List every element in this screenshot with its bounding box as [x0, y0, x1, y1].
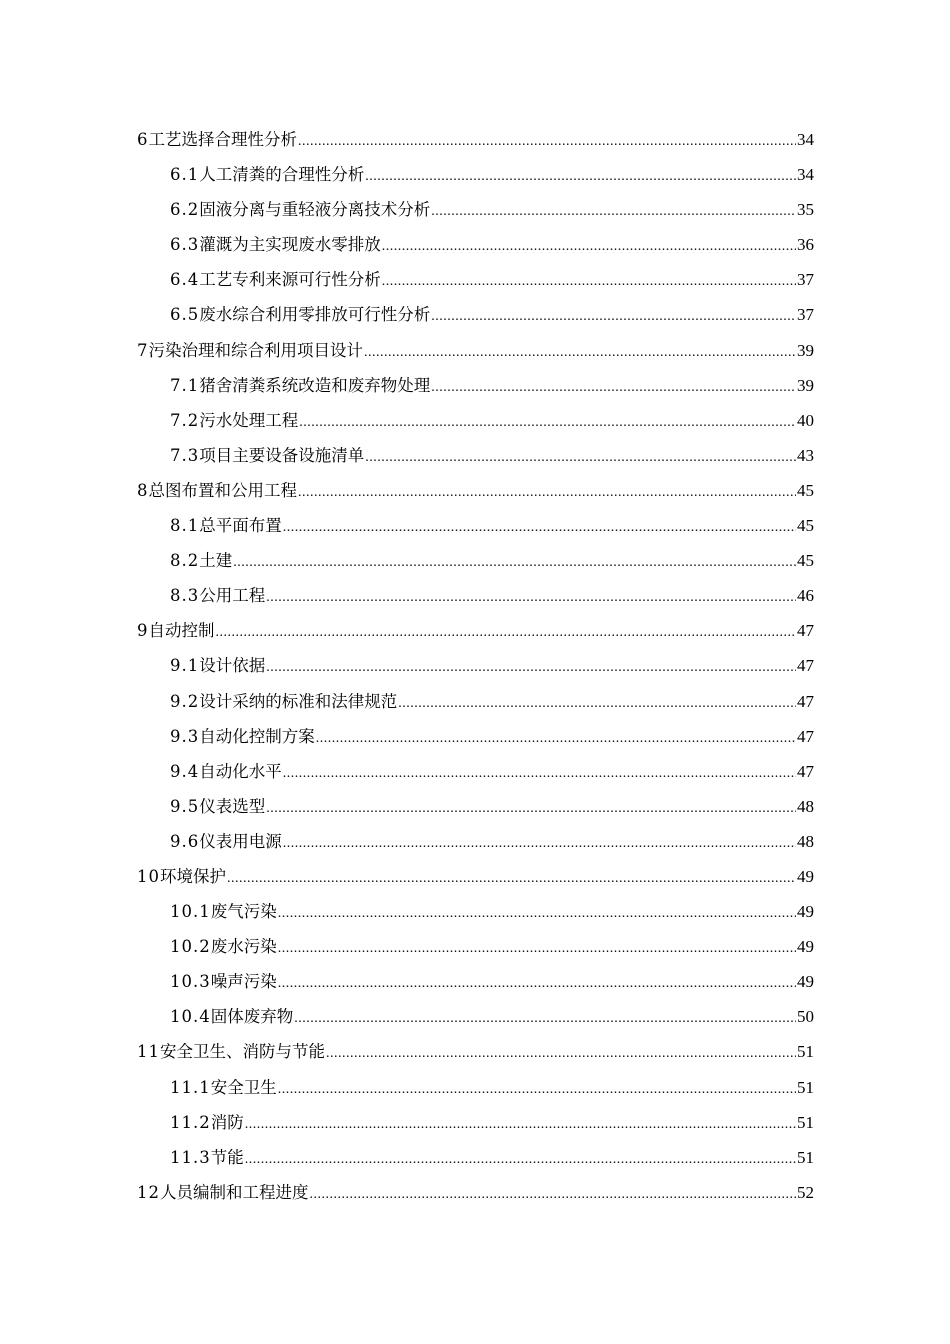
toc-section-entry[interactable]: [137, 227, 814, 262]
toc-entry-page-number: 45: [797, 516, 814, 536]
toc-chapter-entry[interactable]: [137, 333, 814, 368]
toc-dot-leader: [299, 405, 796, 440]
toc-section-entry[interactable]: [137, 1105, 814, 1140]
toc-entry-page-number: 49: [797, 902, 814, 922]
toc-dot-leader: [283, 510, 796, 545]
toc-entry-title: 固体废弃物: [210, 1007, 294, 1027]
toc-entry-number: 8.1: [170, 516, 200, 536]
toc-section-entry[interactable]: [137, 1070, 814, 1105]
toc-entry-number: 10.3: [170, 972, 211, 992]
toc-section-entry[interactable]: [137, 438, 814, 473]
toc-entry-page-number: 47: [797, 621, 814, 641]
toc-entry-title: 工艺专利来源可行性分析: [199, 270, 381, 290]
toc-entry-page-number: 39: [797, 340, 814, 360]
toc-section-entry[interactable]: [137, 157, 814, 192]
toc-entry-title: 自动控制: [148, 621, 215, 641]
toc-entry-title: 节能: [210, 1147, 244, 1167]
toc-dot-leader: [382, 229, 796, 264]
toc-entry-page-number: 51: [797, 1112, 814, 1132]
toc-entry-number: 11: [137, 1042, 160, 1062]
toc-entry-page-number: 37: [797, 270, 814, 290]
toc-entry-number: 10: [137, 866, 160, 886]
toc-entry-page-number: 51: [797, 1077, 814, 1097]
toc-entry-title: 设计采纳的标准和法律规范: [199, 691, 398, 711]
toc-entry-title: 噪声污染: [210, 972, 277, 992]
toc-dot-leader: [266, 580, 796, 615]
toc-entry-page-number: 40: [797, 410, 814, 430]
toc-entry-number: 9: [137, 621, 149, 641]
toc-entry-title: 总图布置和公用工程: [148, 480, 297, 500]
toc-entry-title: 自动化控制方案: [199, 726, 315, 746]
toc-entry-page-number: 47: [797, 691, 814, 711]
toc-entry-page-number: 49: [797, 937, 814, 957]
toc-dot-leader: [365, 440, 796, 475]
toc-entry-title: 废水综合利用零排放可行性分析: [199, 305, 431, 325]
toc-entry-number: 6.5: [170, 305, 200, 325]
toc-entry-page-number: 47: [797, 656, 814, 676]
toc-entry-title: 自动化水平: [199, 761, 282, 781]
toc-dot-leader: [326, 1036, 796, 1071]
toc-entry-title: 废水污染: [210, 937, 277, 957]
toc-entry-page-number: 52: [797, 1182, 814, 1202]
toc-section-entry[interactable]: [137, 824, 814, 859]
toc-entry-title: 安全卫生: [210, 1077, 277, 1097]
toc-dot-leader: [278, 966, 796, 1001]
toc-entry-page-number: 39: [797, 375, 814, 395]
toc-entry-page-number: 43: [797, 445, 814, 465]
toc-dot-leader: [382, 264, 796, 299]
toc-dot-leader: [283, 756, 796, 791]
toc-entry-number: 8.3: [170, 586, 200, 606]
toc-dot-leader: [233, 545, 796, 580]
toc-entry-title: 总平面布置: [199, 516, 282, 536]
toc-entry-number: 6: [137, 130, 149, 149]
toc-dot-leader: [364, 335, 796, 370]
toc-entry-title: 猪舍清粪系统改造和废弃物处理: [199, 375, 431, 395]
toc-entry-page-number: 34: [797, 130, 814, 149]
toc-dot-leader: [298, 475, 796, 510]
toc-section-entry[interactable]: [137, 648, 814, 683]
toc-entry-title: 公用工程: [199, 586, 266, 606]
toc-entry-page-number: 50: [797, 1007, 814, 1027]
toc-dot-leader: [278, 896, 796, 931]
toc-dot-leader: [431, 194, 796, 229]
toc-section-entry[interactable]: [137, 1140, 814, 1175]
toc-section-entry[interactable]: [137, 578, 814, 613]
toc-entry-number: 8: [137, 480, 149, 500]
toc-section-entry[interactable]: [137, 684, 814, 719]
toc-entry-page-number: 47: [797, 761, 814, 781]
toc-section-entry[interactable]: [137, 297, 814, 332]
toc-entry-page-number: 49: [797, 866, 814, 886]
toc-entry-page-number: 34: [797, 165, 814, 185]
toc-entry-title: 灌溉为主实现废水零排放: [199, 235, 381, 255]
toc-entry-title: 项目主要设备设施清单: [199, 445, 365, 465]
toc-dot-leader: [365, 159, 796, 194]
toc-entry-title: 仪表选型: [199, 796, 266, 816]
toc-section-entry[interactable]: [137, 929, 814, 964]
toc-entry-number: 10.2: [170, 937, 211, 957]
toc-dot-leader: [278, 1072, 796, 1107]
toc-entry-number: 9.5: [170, 796, 200, 816]
toc-chapter-entry[interactable]: [137, 613, 814, 648]
toc-entry-number: 8.2: [170, 551, 200, 571]
toc-dot-leader: [278, 931, 796, 966]
toc-section-entry[interactable]: [137, 262, 814, 297]
toc-entry-number: 7.1: [170, 375, 200, 395]
toc-section-entry[interactable]: [137, 403, 814, 438]
toc-entry-page-number: 36: [797, 235, 814, 255]
toc-dot-leader: [316, 721, 796, 756]
toc-entry-page-number: 48: [797, 796, 814, 816]
toc-section-entry[interactable]: [137, 368, 814, 403]
toc-entry-number: 11.3: [170, 1147, 211, 1167]
toc-dot-leader: [216, 615, 797, 650]
toc-entry-page-number: 46: [797, 586, 814, 606]
toc-entry-title: 工艺选择合理性分析: [148, 130, 297, 149]
toc-dot-leader: [245, 1142, 796, 1177]
toc-entry-number: 9.6: [170, 831, 200, 851]
toc-entry-number: 6.2: [170, 200, 200, 220]
toc-entry-page-number: 45: [797, 551, 814, 571]
toc-section-entry[interactable]: [137, 999, 814, 1034]
toc-entry-title: 废气污染: [210, 902, 277, 922]
toc-dot-leader: [227, 861, 796, 896]
toc-dot-leader: [298, 124, 796, 159]
toc-dot-leader: [266, 791, 796, 826]
toc-dot-leader: [245, 1107, 796, 1142]
toc-entry-number: 9.3: [170, 726, 200, 746]
toc-dot-leader: [310, 1177, 797, 1212]
toc-entry-title: 环境保护: [160, 866, 226, 886]
toc-entry-page-number: 35: [797, 200, 814, 220]
toc-chapter-entry[interactable]: [137, 1175, 814, 1210]
toc-entry-title: 仪表用电源: [199, 831, 282, 851]
toc-entry-number: 6.4: [170, 270, 200, 290]
toc-entry-page-number: 49: [797, 972, 814, 992]
toc-entry-number: 7: [137, 340, 149, 360]
toc-entry-title: 人员编制和工程进度: [160, 1182, 309, 1202]
toc-section-entry[interactable]: [137, 719, 814, 754]
toc-entry-number: 10.1: [170, 902, 211, 922]
toc-entry-number: 9.2: [170, 691, 200, 711]
toc-section-entry[interactable]: [137, 789, 814, 824]
toc-entry-number: 9.4: [170, 761, 200, 781]
toc-dot-leader: [398, 686, 796, 721]
toc-section-entry[interactable]: [137, 508, 814, 543]
toc-entry-number: 7.2: [170, 410, 200, 430]
table-of-contents: [137, 122, 814, 1210]
toc-entry-number: 6.3: [170, 235, 200, 255]
toc-section-entry[interactable]: [137, 754, 814, 789]
toc-chapter-entry[interactable]: [137, 1034, 814, 1069]
toc-entry-number: 10.4: [170, 1007, 211, 1027]
toc-entry-title: 设计依据: [199, 656, 266, 676]
toc-dot-leader: [266, 650, 796, 685]
toc-section-entry[interactable]: [137, 192, 814, 227]
toc-dot-leader: [431, 299, 796, 334]
toc-entry-page-number: 51: [797, 1042, 814, 1062]
toc-entry-title: 固液分离与重轻液分离技术分析: [199, 200, 431, 220]
toc-section-entry[interactable]: [137, 543, 814, 578]
toc-entry-title: 消防: [210, 1112, 244, 1132]
toc-entry-page-number: 37: [797, 305, 814, 325]
toc-entry-title: 安全卫生、消防与节能: [160, 1042, 325, 1062]
toc-chapter-entry[interactable]: [137, 473, 814, 508]
toc-entry-number: 11.1: [170, 1077, 211, 1097]
toc-entry-title: 人工清粪的合理性分析: [199, 165, 365, 185]
toc-entry-number: 12: [137, 1182, 160, 1202]
toc-entry-title: 污染治理和综合利用项目设计: [148, 340, 363, 360]
toc-dot-leader: [431, 370, 796, 405]
toc-entry-number: 6.1: [170, 165, 200, 185]
toc-chapter-entry[interactable]: [137, 122, 814, 157]
toc-entry-page-number: 48: [797, 831, 814, 851]
toc-entry-title: 土建: [199, 551, 233, 571]
toc-section-entry[interactable]: [137, 964, 814, 999]
toc-dot-leader: [294, 1001, 796, 1036]
toc-entry-page-number: 47: [797, 726, 814, 746]
toc-section-entry[interactable]: [137, 894, 814, 929]
toc-chapter-entry[interactable]: [137, 859, 814, 894]
toc-entry-number: 11.2: [170, 1112, 211, 1132]
toc-entry-title: 污水处理工程: [199, 410, 299, 430]
toc-entry-page-number: 51: [797, 1147, 814, 1167]
toc-dot-leader: [283, 826, 796, 861]
toc-entry-page-number: 45: [797, 480, 814, 500]
toc-entry-number: 9.1: [170, 656, 200, 676]
toc-entry-number: 7.3: [170, 445, 200, 465]
